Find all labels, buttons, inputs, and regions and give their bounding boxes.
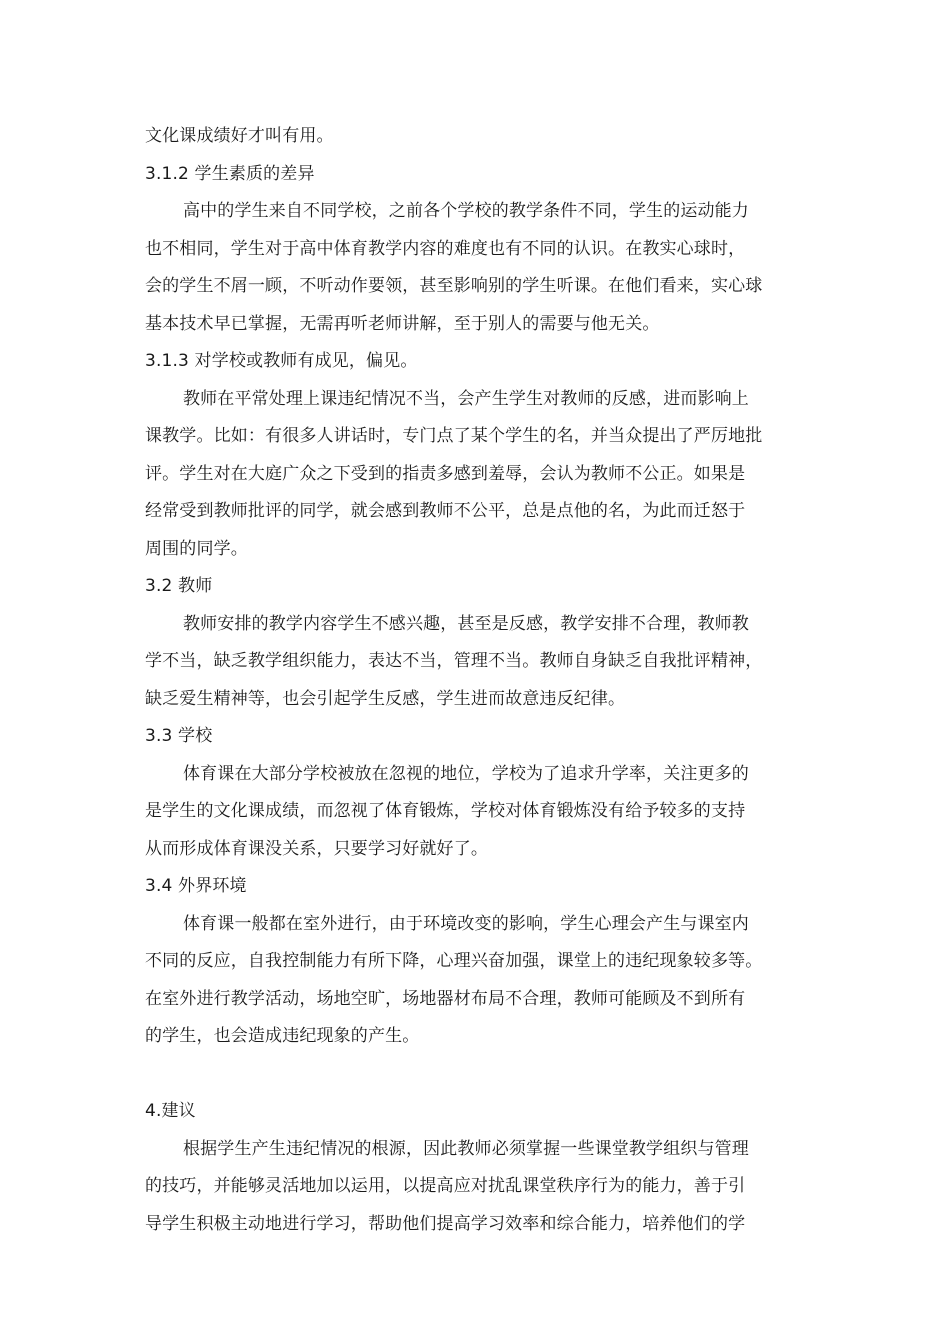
paragraph-line: 会的学生不屑一顾，不听动作要领，甚至影响别的学生听课。在他们看来，实心球: [145, 276, 763, 296]
paragraph-line: 从而形成体育课没关系，只要学习好就好了。: [145, 838, 488, 859]
section-heading: 4.建议: [145, 1101, 196, 1121]
paragraph-line: 周围的同学。: [145, 538, 248, 559]
section-heading: 3.1.2 学生素质的差异: [145, 163, 315, 184]
section-heading: 3.3 学校: [145, 726, 213, 746]
paragraph-line: 学不当，缺乏教学组织能力，表达不当，管理不当。教师自身缺乏自我批评精神，: [145, 651, 763, 671]
blank-line: [145, 1056, 809, 1094]
paragraph-line: 缺乏爱生精神等，也会引起学生反感，学生进而故意违反纪律。: [145, 688, 626, 709]
paragraph-line: 课教学。比如：有很多人讲话时，专门点了某个学生的名，并当众提出了严厉地批: [145, 426, 763, 446]
paragraph-line: 不同的反应，自我控制能力有所下降，心理兴奋加强，课堂上的违纪现象较多等。: [145, 951, 763, 971]
paragraph-line: 也不相同，学生对于高中体育教学内容的难度也有不同的认识。在教实心球时，: [145, 238, 746, 259]
paragraph-line: 在室外进行教学活动，场地空旷，场地器材布局不合理，教师可能顾及不到所有: [145, 988, 746, 1009]
section-heading: 3.4 外界环境: [145, 876, 247, 896]
text-line: 文化课成绩好才叫有用。: [145, 126, 334, 146]
paragraph-line: 导学生积极主动地进行学习，帮助他们提高学习效率和综合能力，培养他们的学: [145, 1213, 746, 1234]
paragraph-line: 根据学生产生违纪情况的根源，因此教师必须掌握一些课堂教学组织与管理: [183, 1138, 749, 1159]
paragraph-line: 教师安排的教学内容学生不感兴趣，甚至是反感，教学安排不合理，教师教: [183, 613, 749, 634]
section-heading: 3.1.3 对学校或教师有成见，偏见。: [145, 351, 418, 371]
paragraph-line: 是学生的文化课成绩，而忽视了体育锻炼，学校对体育锻炼没有给予较多的支持: [145, 801, 746, 821]
document-page: [145, 118, 809, 1243]
paragraph-line: 评。学生对在大庭广众之下受到的指责多感到羞辱，会认为教师不公正。如果是: [145, 463, 746, 484]
paragraph-line: 经常受到教师批评的同学，就会感到教师不公平，总是点他的名，为此而迁怒于: [145, 501, 746, 521]
paragraph-line: 的技巧，并能够灵活地加以运用，以提高应对扰乱课堂秩序行为的能力，善于引: [145, 1176, 746, 1196]
section-heading: 3.2 教师: [145, 576, 213, 596]
paragraph-line: 基本技术早已掌握，无需再听老师讲解，至于别人的需要与他无关。: [145, 313, 660, 334]
paragraph-line: 的学生，也会造成违纪现象的产生。: [145, 1026, 420, 1046]
paragraph-line: 高中的学生来自不同学校，之前各个学校的教学条件不同，学生的运动能力: [183, 201, 749, 221]
paragraph-line: 体育课一般都在室外进行，由于环境改变的影响，学生心理会产生与课室内: [183, 913, 749, 934]
paragraph-line: 体育课在大部分学校被放在忽视的地位，学校为了追求升学率，关注更多的: [183, 763, 749, 784]
paragraph-line: 教师在平常处理上课违纪情况不当，会产生学生对教师的反感，进而影响上: [183, 388, 749, 409]
